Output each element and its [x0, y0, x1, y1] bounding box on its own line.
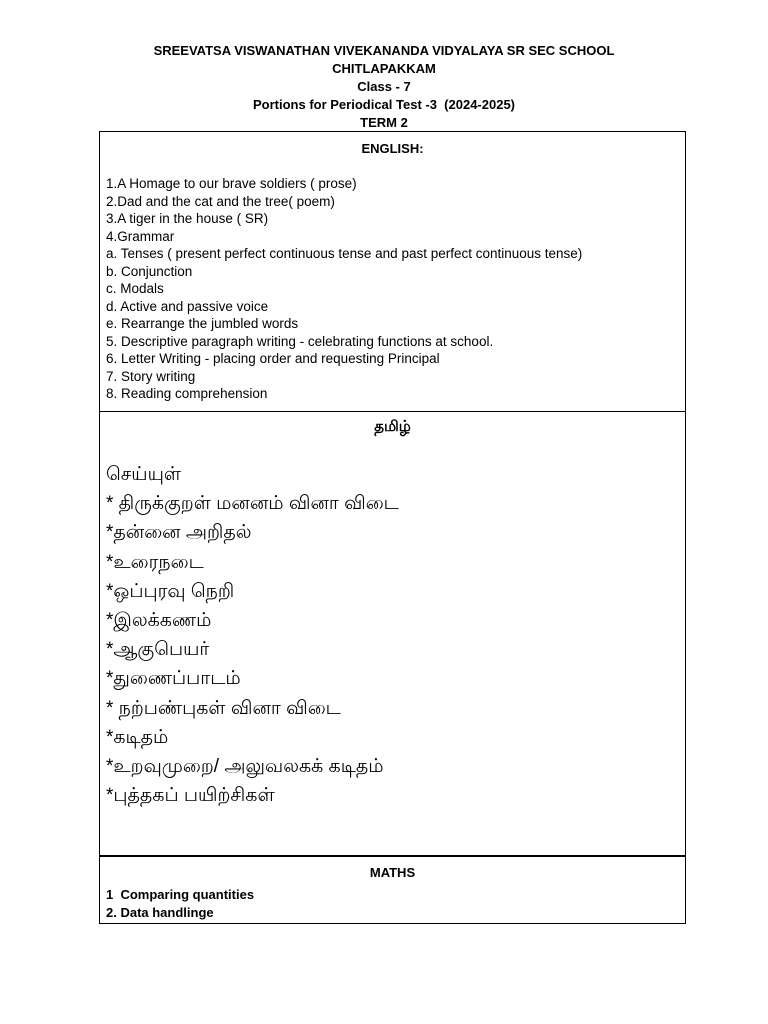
tamil-item: *தன்னை அறிதல்: [106, 522, 252, 544]
tamil-item: *உரைநடை: [106, 551, 204, 573]
english-item: d. Active and passive voice: [106, 298, 269, 314]
english-section: [100, 132, 685, 412]
english-item: 4.Grammar: [106, 228, 175, 244]
maths-item: 2. Data handlinge: [106, 905, 214, 920]
english-item: 7. Story writing: [106, 368, 196, 384]
english-item: 1.A Homage to our brave soldiers ( prose): [106, 176, 357, 191]
tamil-title: தமிழ்: [374, 418, 411, 435]
maths-section: [100, 857, 685, 923]
english-item: 2.Dad and the cat and the tree( poem): [106, 193, 335, 209]
tamil-item: *உறவுமுறை/ அலுவலகக் கடிதம்: [106, 756, 384, 778]
portions-table: [99, 131, 686, 924]
maths-title: MATHS: [369, 865, 416, 880]
school-location: CHITLAPAKKAM: [332, 61, 436, 76]
maths-list: [106, 886, 685, 922]
tamil-list: [106, 460, 685, 810]
tamil-item: *புத்தகப் பயிற்சிகள்: [106, 785, 275, 807]
tamil-item: *ஆகுபெயர்: [106, 639, 210, 661]
english-item: 5. Descriptive paragraph writing - celebrating functions at school.: [106, 333, 494, 349]
english-item: a. Tenses ( present perfect continuous tense and past perfect continuous tense): [106, 246, 583, 261]
english-title: ENGLISH:: [361, 141, 424, 156]
term-label: TERM 2: [360, 115, 408, 130]
tamil-item: *துணைப்பாடம்: [106, 668, 241, 690]
english-list: [106, 175, 685, 403]
tamil-item: *இலக்கணம்: [106, 610, 212, 632]
english-item: 3.A tiger in the house ( SR): [106, 211, 269, 226]
school-name: SREEVATSA VISWANATHAN VIVEKANANDA VIDYALAYA SR SEC SCHOOL: [153, 43, 615, 58]
english-item: 6. Letter Writing - placing order and requesting Principal: [106, 351, 440, 366]
class-label: Class - 7: [357, 79, 411, 94]
tamil-item: *கடிதம்: [106, 726, 169, 748]
english-item: b. Conjunction: [106, 263, 193, 279]
tamil-section: [100, 412, 685, 857]
tamil-item: * நற்பண்புகள் வினா விடை: [106, 697, 341, 719]
maths-item: 1 Comparing quantities: [106, 887, 255, 902]
tamil-item: செய்யுள்: [106, 464, 182, 485]
document-header: [0, 42, 768, 132]
english-item: c. Modals: [106, 281, 164, 296]
english-item: e. Rearrange the jumbled words: [106, 316, 299, 331]
tamil-item: *ஒப்புரவு நெறி: [106, 580, 235, 602]
tamil-item: * திருக்குறள் மனனம் வினா விடை: [106, 493, 399, 515]
test-title: Portions for Periodical Test -3 (2024-2025): [252, 97, 515, 112]
english-item: 8. Reading comprehension: [106, 386, 268, 401]
